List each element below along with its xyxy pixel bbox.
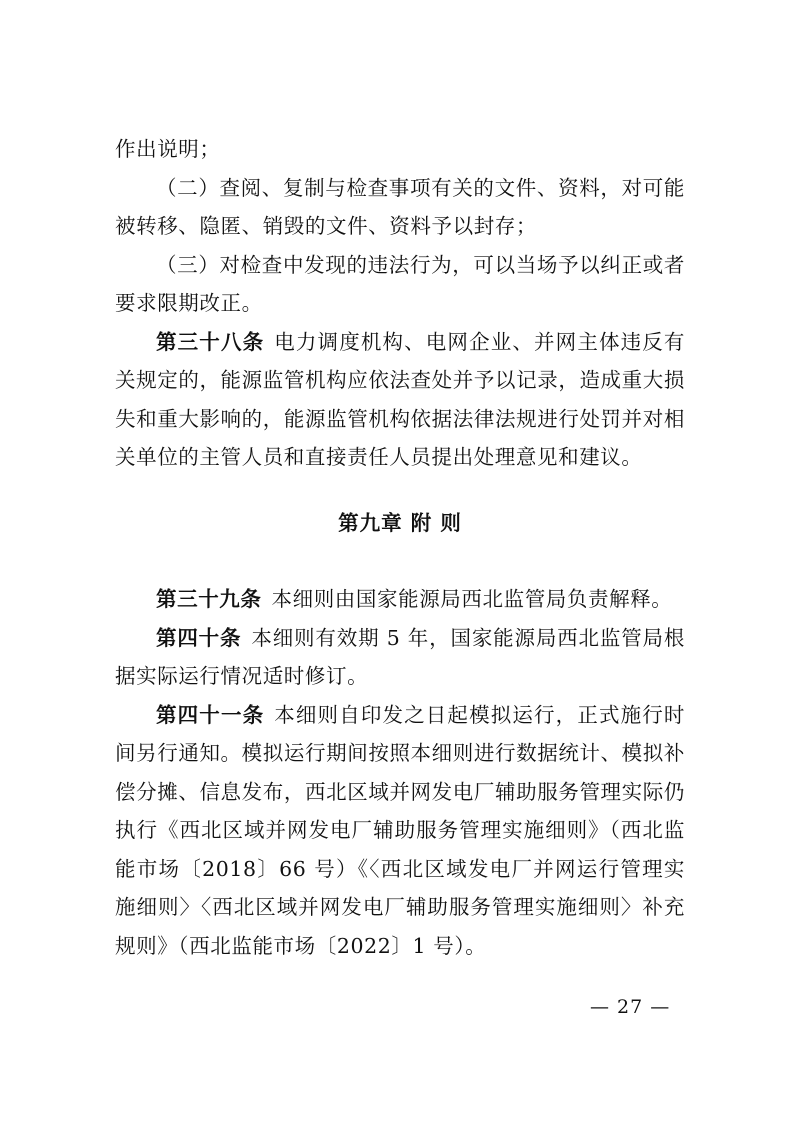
article-label: 第四十一条 bbox=[156, 702, 265, 727]
paragraph-continuation bbox=[115, 130, 685, 169]
article-label: 第四十条 bbox=[156, 625, 242, 650]
body-text-bottom bbox=[115, 580, 685, 965]
chapter-heading: 第九章 附 则 bbox=[338, 511, 462, 535]
paragraph-item-three bbox=[115, 246, 685, 323]
article-text: 本细则由国家能源局西北监管局负责解释。 bbox=[271, 587, 673, 611]
paragraph-text: （三）对检查中发现的违法行为，可以当场予以纠正或者要求限期改正。 bbox=[115, 252, 685, 315]
paragraph-item-two bbox=[115, 169, 685, 246]
article-40 bbox=[115, 619, 685, 696]
paragraph-text: 作出说明； bbox=[115, 137, 221, 161]
paragraph-text: （二）查阅、复制与检查事项有关的文件、资料，对可能被转移、隐匿、销毁的文件、资料予以封存； bbox=[115, 175, 685, 238]
article-text: 本细则自印发之日起模拟运行，正式施行时间另行通知。模拟运行期间按照本细则进行数据统计、模拟补偿分摊、信息发布，西北区域并网发电厂辅助服务管理实际仍执行《西北区域并网发电厂辅助服务管理实施细则》（西北监能市场〔2018〕66 号）《〈西北区域发电厂并网运行管理实施细则〉〈西北区域并网发电厂辅助服务管理实施细则〉补充规则》（西北监能市场〔2022〕1 号）。 bbox=[115, 702, 686, 958]
page-number: — 27 — bbox=[590, 996, 671, 1018]
article-label: 第三十八条 bbox=[156, 329, 265, 354]
article-label: 第三十九条 bbox=[156, 587, 262, 611]
article-text: 电力调度机构、电网企业、并网主体违反有关规定的，能源监管机构应依法查处并予以记录，造成重大损失和重大影响的，能源监管机构依据法律法规进行处罚并对相关单位的主管人员和直接责任人员提出处理意见和建议。 bbox=[115, 329, 686, 469]
article-text: 本细则有效期 5 年，国家能源局西北监管局根据实际运行情况适时修订。 bbox=[115, 625, 685, 688]
article-38 bbox=[115, 323, 685, 477]
body-text-top bbox=[115, 130, 685, 477]
article-41 bbox=[115, 696, 685, 966]
article-39 bbox=[115, 580, 685, 619]
